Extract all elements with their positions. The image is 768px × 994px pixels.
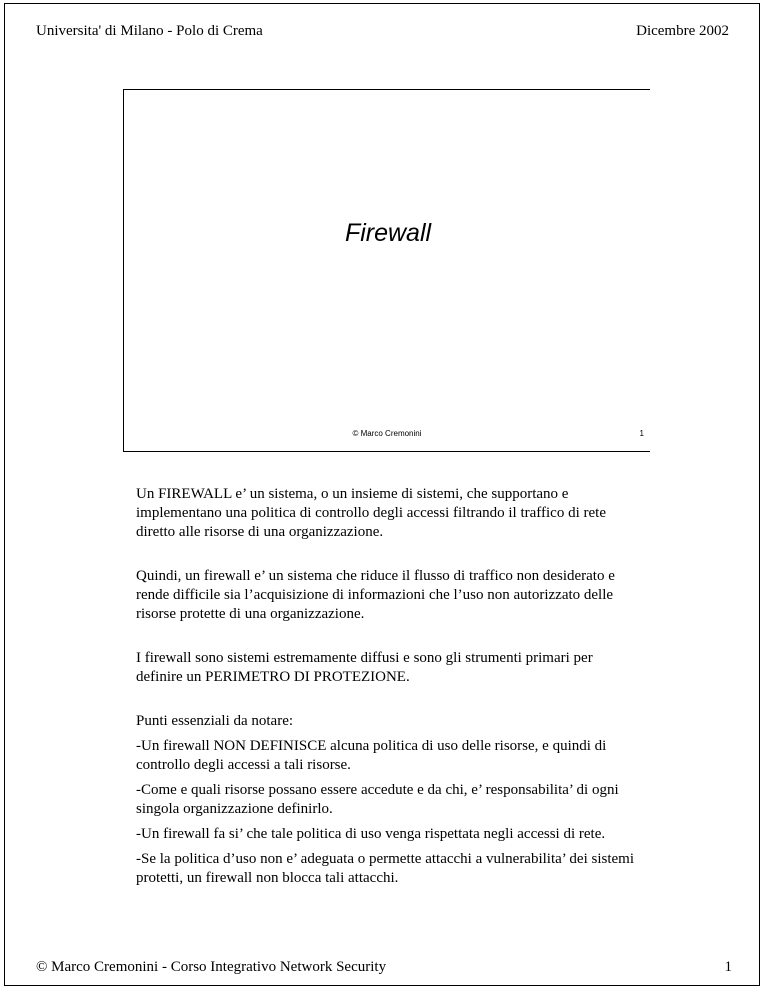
slide-title: Firewall: [344, 219, 432, 247]
slide-thumbnail: [123, 89, 650, 452]
notes-paragraph: Un FIREWALL e’ un sistema, o un insieme di sistemi, che supportano e implementano una politica di controllo degli accessi filtrando il traffico di rete diretto alle risorse di una organizzazione.: [136, 486, 606, 540]
footer-course: © Marco Cremonini - Corso Integrativo Network Security: [36, 959, 387, 975]
footer-page-number: 1: [724, 959, 732, 975]
notes-heading: Punti essenziali da notare:: [136, 713, 294, 729]
document-page: [4, 3, 760, 986]
slide-footer: © Marco Cremonini: [352, 429, 422, 438]
notes-point: -Se la politica d’uso non e’ adeguata o permette attacchi a vulnerabilita’ dei sistemi protetti, un firewall non blocca tali attacchi.: [136, 851, 635, 886]
notes-point: -Un firewall fa si’ che tale politica di uso venga rispettata negli accessi di rete.: [136, 826, 606, 842]
notes-point: -Un firewall NON DEFINISCE alcuna politica di uso delle risorse, e quindi di controllo degli accessi a tali risorse.: [136, 738, 607, 773]
notes-body: [136, 485, 636, 888]
notes-point: -Come e quali risorse possano essere accedute e da chi, e’ responsabilita’ di ogni singola organizzazione definirlo.: [136, 782, 619, 817]
slide-number: 1: [639, 429, 644, 438]
notes-paragraph: I firewall sono sistemi estremamente diffusi e sono gli strumenti primari per definire un PERIMETRO DI PROTEZIONE.: [136, 650, 593, 685]
header-date: Dicembre 2002: [636, 23, 729, 39]
notes-paragraph: Quindi, un firewall e’ un sistema che riduce il flusso di traffico non desiderato e rende difficile sia l’acquisizione di informazioni che l’uso non autorizzato delle risorse protette di una organizzazione.: [136, 568, 615, 622]
header-institution: Universita' di Milano - Polo di Crema: [36, 23, 263, 39]
